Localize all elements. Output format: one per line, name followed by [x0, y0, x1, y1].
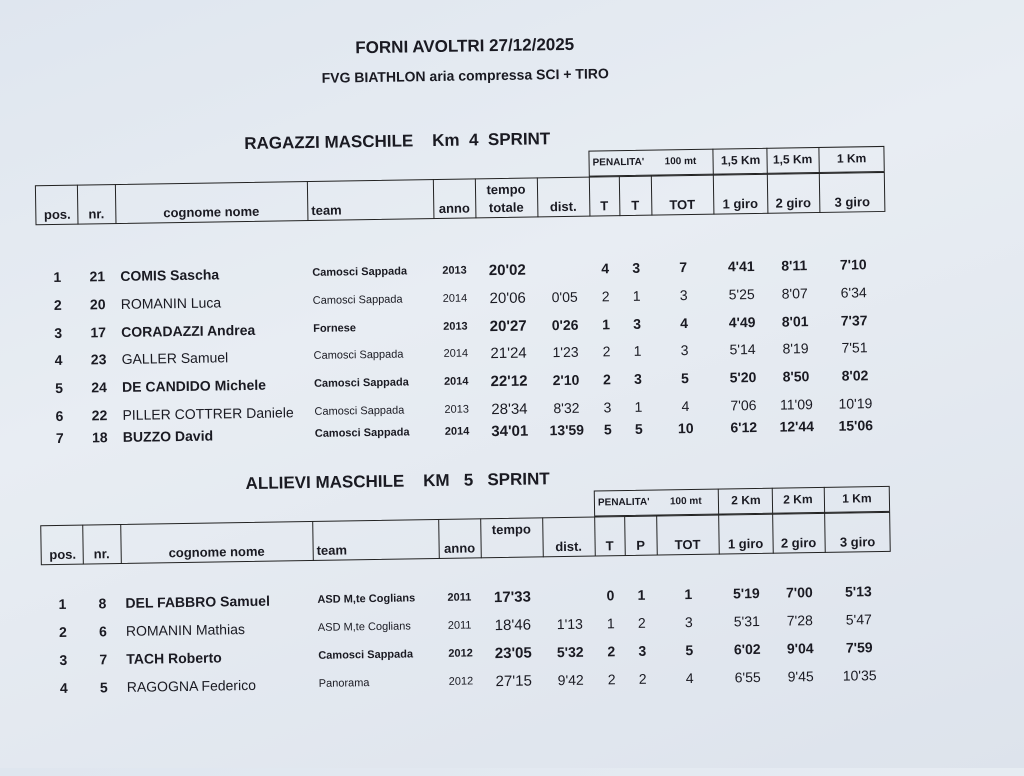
header-team: team	[316, 542, 348, 558]
position: 6	[55, 407, 64, 424]
position: 1	[58, 595, 67, 612]
penalty-1: 5	[603, 421, 612, 438]
header-tempo: tempo	[486, 181, 526, 198]
gap: 2'10	[552, 371, 580, 389]
distance-label: 100 mt	[669, 495, 702, 508]
athlete-name: GALLER Samuel	[121, 349, 229, 367]
penalty-total: 5	[680, 370, 690, 387]
header-nr: nr.	[93, 546, 110, 562]
penalty-total: 4	[685, 669, 694, 687]
athlete-name: RAGOGNA Federico	[126, 676, 257, 695]
header-tot: TOT	[669, 196, 696, 213]
total-time: 20'02	[488, 261, 526, 280]
section-title: ALLIEVI MASCHILE KM 5 SPRINT	[245, 469, 550, 494]
header-pos: pos.	[49, 546, 77, 563]
gap: 1'13	[556, 615, 583, 633]
penalty-1: 1	[602, 316, 611, 333]
penalty-2: 5	[634, 420, 643, 437]
header-tempo: tempo	[491, 521, 531, 538]
penalty-total: 4	[681, 398, 690, 415]
header-anno: anno	[438, 200, 470, 216]
header-dist: dist.	[549, 198, 577, 215]
header-tempo-totale: totale	[488, 199, 524, 216]
team: Camosci Sappada	[312, 265, 408, 279]
header-pos: pos.	[43, 206, 71, 223]
header-g3: 3 giro	[839, 534, 876, 550]
athlete-name: DEL FABBRO Samuel	[125, 592, 271, 611]
header-g2: 2 giro	[775, 195, 812, 211]
header-name: cognome nome	[163, 203, 260, 221]
birth-year: 2011	[447, 619, 472, 632]
header-dist: dist.	[555, 538, 583, 555]
event-title: FORNI AVOLTRI 27/12/2025	[355, 34, 575, 58]
penalty-2: 1	[633, 342, 642, 359]
position: 5	[55, 379, 64, 396]
penalty-1: 0	[606, 587, 615, 604]
section-title: RAGAZZI MASCHILE Km 4 SPRINT	[244, 129, 551, 153]
gap: 8'32	[553, 399, 580, 417]
gap: 5'32	[556, 643, 584, 661]
penalty-1: 2	[607, 643, 616, 660]
team: Camosci Sappada	[314, 426, 410, 440]
header-name: cognome nome	[168, 543, 265, 561]
penalty-total: 5	[685, 642, 694, 659]
lap-2: 7'28	[786, 612, 813, 629]
gap: 0'26	[551, 316, 579, 334]
birth-year: 2014	[442, 292, 468, 305]
penalty-2: 3	[633, 315, 642, 332]
birth-year: 2013	[443, 320, 468, 333]
lap-1: 5'19	[732, 584, 760, 602]
team: Camosci Sappada	[314, 404, 405, 418]
gap: 13'59	[549, 421, 585, 439]
gap: 1'23	[552, 343, 579, 361]
event-subtitle: FVG BIATHLON aria compressa SCI + TIRO	[321, 65, 609, 86]
penalty-1: 2	[601, 288, 610, 305]
penalty-1: 1	[606, 615, 615, 632]
penalty-1: 2	[602, 343, 611, 360]
penalty-1: 2	[607, 671, 616, 688]
team: Camosci Sappada	[318, 648, 414, 662]
lap2-distance: 2 Km	[783, 492, 813, 507]
penalita-label: PENALITA'	[592, 156, 645, 169]
bib-number: 7	[99, 651, 108, 668]
lap-2: 7'00	[785, 584, 813, 601]
penalty-1: 4	[601, 260, 610, 277]
total-time: 27'15	[495, 672, 532, 691]
position: 2	[58, 623, 67, 640]
athlete-name: TACH Roberto	[126, 649, 222, 667]
penalty-2: 1	[637, 586, 646, 603]
birth-year: 2014	[443, 347, 469, 360]
gap: 0'05	[551, 288, 578, 306]
bib-number: 20	[89, 296, 106, 313]
gap	[543, 588, 595, 589]
athlete-name: ROMANIN Luca	[120, 294, 222, 312]
lap-3: 7'59	[845, 639, 873, 656]
lap-3: 7'51	[841, 339, 868, 356]
lap-2: 8'50	[782, 368, 810, 385]
birth-year: 2014	[444, 425, 470, 438]
birth-year: 2013	[442, 264, 467, 277]
lap-1: 6'02	[733, 640, 761, 658]
bib-number: 5	[99, 679, 108, 696]
penalty-2: 2	[638, 670, 647, 687]
bib-number: 21	[89, 268, 106, 285]
lap2-distance: 1,5 Km	[772, 152, 813, 167]
lap-1: 7'06	[730, 396, 757, 414]
athlete-name: DE CANDIDO Michele	[121, 376, 267, 395]
penalty-total: 3	[684, 614, 693, 631]
header-t1: T	[600, 198, 609, 214]
lap-3: 6'34	[840, 284, 867, 301]
total-time: 23'05	[494, 644, 532, 663]
birth-year: 2014	[443, 375, 469, 388]
lap-1: 5'20	[729, 368, 757, 386]
lap-3: 10'19	[838, 395, 873, 412]
lap-3: 7'37	[840, 312, 868, 329]
lap-2: 12'44	[779, 418, 815, 435]
header-anno: anno	[443, 540, 476, 556]
header-team: team	[311, 202, 342, 218]
position: 1	[53, 268, 62, 286]
athlete-name: BUZZO David	[122, 427, 214, 445]
total-time: 28'34	[491, 400, 528, 419]
position: 7	[55, 429, 64, 446]
bib-number: 18	[91, 429, 108, 446]
lap-1: 6'55	[734, 668, 761, 686]
birth-year: 2012	[448, 647, 473, 660]
bib-number: 8	[98, 595, 107, 612]
header-tot: TOT	[674, 536, 701, 553]
team: Fornese	[313, 322, 357, 335]
lap-3: 10'35	[842, 667, 877, 684]
lap-1: 5'14	[729, 340, 756, 358]
total-time: 17'33	[493, 588, 532, 607]
lap-2: 8'11	[781, 257, 808, 274]
header-t1: T	[605, 538, 614, 554]
lap-3: 7'10	[839, 256, 867, 273]
bib-number: 17	[90, 324, 107, 341]
header-g2: 2 giro	[780, 535, 817, 551]
position: 3	[59, 651, 68, 668]
header-g3: 3 giro	[834, 194, 871, 210]
penalty-2: 3	[633, 370, 643, 387]
lap-2: 8'07	[781, 285, 808, 302]
penalty-1: 3	[603, 399, 612, 416]
bib-number: 23	[90, 351, 107, 368]
penalty-1: 2	[602, 371, 612, 388]
lap-3: 15'06	[838, 417, 874, 434]
lap-2: 11'09	[779, 396, 813, 413]
athlete-name: PILLER COTTRER Daniele	[122, 404, 294, 423]
gap: 9'42	[557, 671, 584, 689]
bib-number: 6	[98, 623, 107, 640]
team: ASD M,te Coglians	[317, 592, 416, 606]
lap-1: 6'12	[730, 418, 758, 436]
lap-2: 9'04	[786, 640, 814, 657]
lap3-distance: 1 Km	[836, 151, 867, 166]
lap3-distance: 1 Km	[842, 491, 872, 506]
total-time: 20'27	[489, 317, 527, 336]
penalty-2: 3	[632, 259, 641, 276]
header-g1: 1 giro	[727, 535, 764, 552]
lap-2: 8'01	[781, 313, 809, 330]
bib-number: 22	[91, 407, 108, 424]
header-t2: P	[636, 537, 646, 553]
penalty-2: 2	[637, 614, 646, 631]
distance-label: 100 mt	[664, 155, 697, 168]
birth-year: 2012	[448, 675, 474, 688]
total-time: 20'06	[489, 289, 526, 308]
lap-1: 5'31	[733, 612, 760, 630]
bib-number: 24	[91, 379, 107, 396]
team: Panorama	[318, 677, 370, 690]
lap-2: 9'45	[787, 668, 814, 685]
penalty-total: 3	[679, 287, 688, 304]
penalty-2: 1	[634, 398, 643, 415]
lap-1: 5'25	[728, 285, 755, 303]
lap1-distance: 2 Km	[731, 492, 761, 508]
lap1-distance: 1,5 Km	[720, 152, 761, 168]
penalty-total: 3	[680, 342, 689, 359]
position: 2	[53, 296, 62, 313]
lap-3: 5'47	[845, 611, 872, 628]
birth-year: 2011	[447, 591, 472, 604]
athlete-name: COMIS Sascha	[120, 266, 220, 284]
penalty-total: 10	[677, 419, 694, 437]
total-time: 18'46	[494, 616, 532, 635]
penalty-2: 3	[638, 642, 647, 659]
birth-year: 2013	[444, 403, 470, 416]
position: 3	[54, 324, 63, 341]
header-g1: 1 giro	[722, 195, 759, 212]
penalty-2: 1	[632, 287, 641, 304]
athlete-name: ROMANIN Mathias	[125, 621, 246, 639]
penalty-total: 4	[680, 315, 689, 332]
athlete-name: CORADAZZI Andrea	[121, 321, 256, 340]
team: Camosci Sappada	[313, 348, 404, 362]
header-nr: nr.	[88, 206, 105, 222]
lap-3: 8'02	[841, 367, 869, 384]
gap	[538, 261, 590, 262]
team: Camosci Sappada	[313, 376, 409, 390]
penalty-total: 1	[684, 586, 693, 603]
total-time: 21'24	[490, 344, 527, 363]
lap-1: 4'49	[728, 313, 756, 331]
header-t2: T	[631, 197, 640, 213]
lap-3: 5'13	[844, 583, 872, 600]
penalty-total: 7	[679, 259, 688, 276]
team: ASD M,te Coglians	[317, 620, 411, 634]
lap-2: 8'19	[782, 340, 809, 357]
lap-1: 4'41	[727, 257, 755, 275]
total-time: 34'01	[491, 422, 529, 441]
position: 4	[59, 679, 68, 696]
penalita-label: PENALITA'	[597, 496, 650, 509]
team: Camosci Sappada	[312, 293, 403, 307]
position: 4	[54, 351, 63, 368]
total-time: 22'12	[490, 372, 528, 391]
